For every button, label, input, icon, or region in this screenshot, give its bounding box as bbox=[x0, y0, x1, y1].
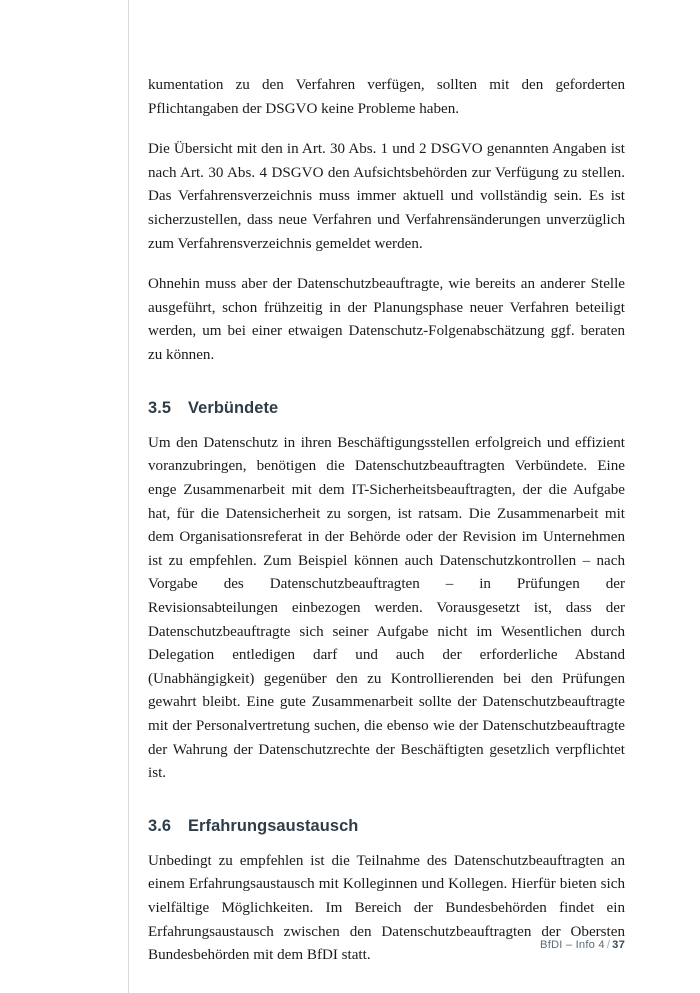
section-title: Erfahrungsaustausch bbox=[188, 816, 359, 835]
section-number: 3.5 bbox=[148, 398, 172, 417]
paragraph: Die Übersicht mit den in Art. 30 Abs. 1 und 2 DSGVO genannten Angaben ist nach Art. 30 Abs. 4 DSGVO den Aufsichtsbehörden zur Verfügung zu stellen. Das Verfahrensverzeichnis muss immer aktuell und vollständig sein. Es ist sicherzustellen, dass neue Verfahren und Verfahrensänderungen unverzüglich zum Verfahrensverzeichnis gemeldet werden. bbox=[148, 141, 625, 252]
section-heading-3-5 bbox=[148, 399, 625, 418]
page-footer bbox=[148, 939, 625, 951]
page-number: 37 bbox=[612, 939, 625, 951]
section-number: 3.6 bbox=[148, 816, 172, 835]
page-content bbox=[148, 74, 625, 968]
paragraph: Um den Datenschutz in ihren Beschäftigungsstellen erfolgreich und effizient voranzubringen, benötigen die Datenschutzbeauftragten Verbündete. Eine enge Zusammenarbeit mit dem IT-Sicherheitsbeauftragten, der die Aufgabe hat, für die Datensicherheit zu sorgen, ist ratsam. Die Zusammenarbeit mit dem Organisationsreferat in der Behörde oder der Revision im Unternehmen ist zu empfehlen. Zum Beispiel können auch Datenschutzkontrollen – nach Vorgabe des Datenschutzbeauftragten – in Prüfungen der Revisionsabteilungen einbezogen werden. Vorausgesetzt ist, dass der Datenschutzbeauftragte sich seiner Aufgabe nicht im Wesentlichen durch Delegation entledigen darf und auch der erforderliche Abstand (Unabhängigkeit) gegenüber den zu Kontrollierenden bei den Prüfungen gewahrt bleibt. Eine gute Zusammenarbeit sollte der Datenschutzbeauftragte mit der Personalvertretung suchen, die ebenso wie der Datenschutzbeauftragte der Wahrung der Datenschutzrechte der Beschäftigten gesetzlich verpflichtet ist. bbox=[148, 434, 625, 782]
footer-separator: / bbox=[606, 939, 611, 951]
paragraph: Unbedingt zu empfehlen ist die Teilnahme des Datenschutzbeauftragten an einem Erfahrungsaustausch mit Kolleginnen und Kollegen. Hierfür bieten sich vielfältige Möglichkeiten. Im Bereich der Bundesbehörden findet ein Erfahrungsaustausch zwischen den Datenschutzbeauftragten der Obersten Bundesbehörden mit dem BfDI statt. bbox=[148, 852, 625, 964]
footer-publication: BfDI – Info 4 bbox=[540, 939, 605, 951]
page-margin-rule bbox=[128, 0, 129, 993]
section-heading-3-6 bbox=[148, 817, 625, 836]
section-title: Verbündete bbox=[188, 398, 279, 417]
paragraph: kumentation zu den Verfahren verfügen, sollten mit den geforderten Pflichtangaben der DSGVO keine Probleme haben. bbox=[148, 77, 625, 117]
paragraph: Ohnehin muss aber der Datenschutzbeauftragte, wie bereits an anderer Stelle ausgeführt, schon frühzeitig in der Planungsphase neuer Verfahren beteiligt werden, um bei einer etwaigen Datenschutz-Folgenabschätzung ggf. beraten zu können. bbox=[148, 276, 625, 364]
